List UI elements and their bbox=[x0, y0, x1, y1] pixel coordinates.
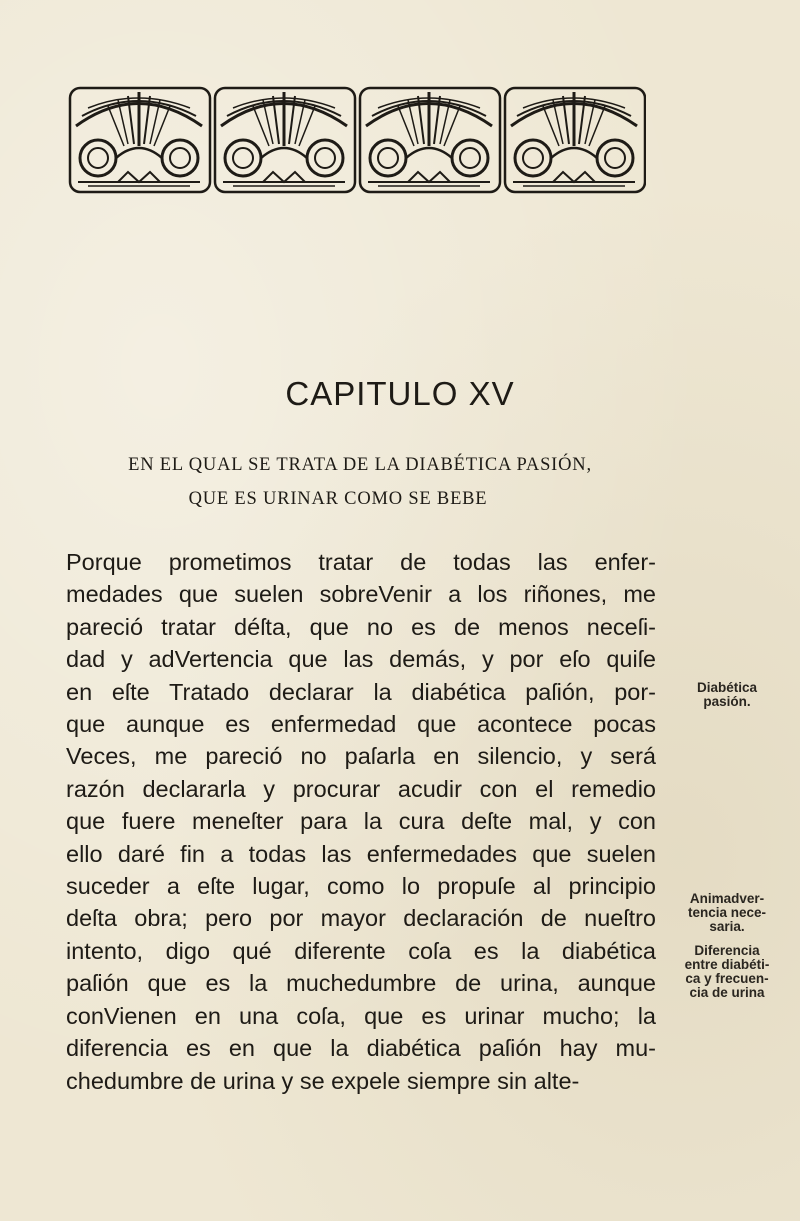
decorative-headpiece bbox=[68, 86, 646, 194]
margin-note-animadvertencia bbox=[680, 892, 774, 934]
body-line: que aunque es enfermedad que acontece pocas bbox=[66, 711, 656, 738]
body-line: intento, digo qué diferente coſa es la diabética bbox=[66, 937, 656, 964]
body-line: que fuere meneſter para la cura deſte mal, y con bbox=[66, 808, 656, 835]
margin-note-diabetica bbox=[680, 681, 774, 709]
margin-note-line: cia de urina bbox=[689, 985, 765, 1000]
margin-note-diferencia bbox=[680, 944, 774, 1000]
body-line: medades que suelen sobreVenir a los riñones, me bbox=[66, 581, 656, 608]
margin-note-line: tencia nece- bbox=[687, 905, 767, 920]
margin-note-line: Diferencia bbox=[694, 943, 760, 958]
body-line: Porque prometimos tratar de todas las enfer- bbox=[66, 549, 656, 575]
body-line: en eſte Tratado declarar la diabética paſión, por- bbox=[66, 678, 656, 705]
margin-note-line: Diabética bbox=[696, 680, 758, 695]
margin-note-line: saria. bbox=[709, 919, 745, 934]
margin-note-line: ca y frecuen- bbox=[685, 971, 769, 986]
body-line: diferencia es en que la diabética paſión hay mu- bbox=[66, 1035, 656, 1062]
body-line: dad y adVertencia que las demás, y por eſo quiſe bbox=[66, 646, 656, 673]
body-line: ello daré fin a todas las enfermedades que suelen bbox=[66, 840, 656, 867]
body-line: razón declararla y procurar acudir con el remedio bbox=[66, 775, 656, 802]
margin-note-line: entre diabéti- bbox=[684, 957, 770, 972]
body-line: deſta obra; pero por mayor declaración de nueſtro bbox=[66, 905, 656, 932]
margin-note-line: Animadver- bbox=[689, 891, 765, 906]
body-line: conVienen en una coſa, que es urinar mucho; la bbox=[66, 1002, 656, 1029]
chapter-subtitle-line-2: QUE ES URINAR COMO SE BEBE bbox=[188, 489, 488, 509]
body-line: paſión que es la muchedumbre de urina, aunque bbox=[66, 970, 656, 997]
chapter-title: CAPITULO XV bbox=[285, 375, 515, 412]
body-paragraph bbox=[66, 546, 656, 1097]
margin-note-line: pasión. bbox=[703, 694, 751, 709]
body-line: Veces, me pareció no paſarla en silencio, y será bbox=[66, 743, 656, 770]
body-line: chedumbre de urina y se expele siempre sin alte- bbox=[66, 1067, 580, 1094]
body-line: pareció tratar déſta, que no es de menos neceſi- bbox=[66, 613, 656, 640]
chapter-subtitle-line-1: EN EL QUAL SE TRATA DE LA DIABÉTICA PASIÓN, bbox=[128, 455, 592, 475]
body-line: suceder a eſte lugar, como lo propuſe al principio bbox=[66, 873, 656, 900]
